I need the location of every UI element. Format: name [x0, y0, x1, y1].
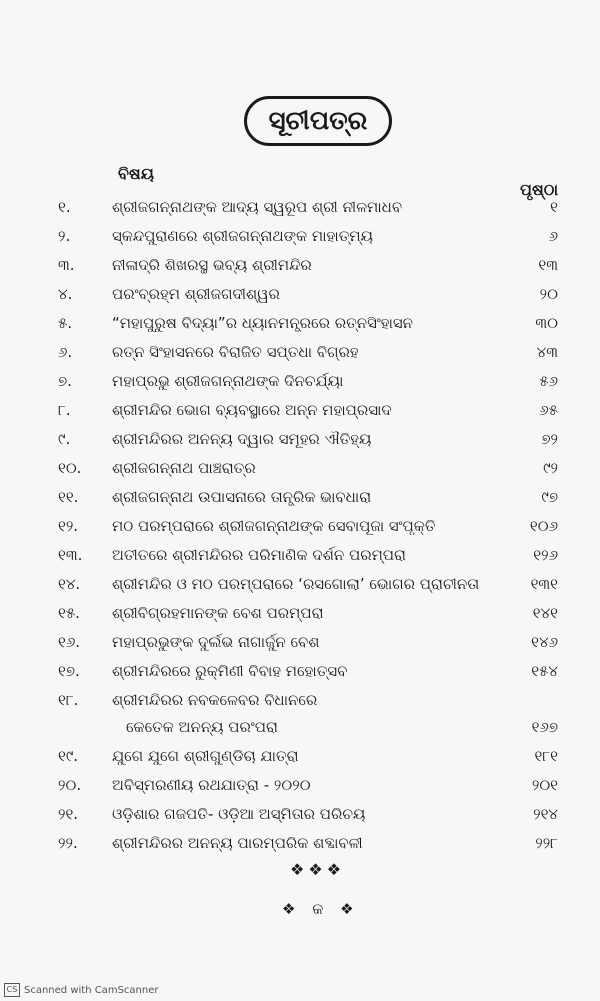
toc-row [0, 718, 600, 744]
page-column-header: ପୃଷ୍ଠା [520, 180, 559, 199]
toc-row [0, 459, 600, 485]
toc-page: ୯୨ [543, 459, 558, 477]
toc-number: ୧୮. [58, 691, 79, 709]
toc-number: ୧୯. [58, 747, 79, 765]
toc-row [0, 747, 600, 773]
toc-row [0, 430, 600, 456]
toc-number: ୧୦. [58, 459, 82, 477]
toc-number: ୬. [58, 343, 73, 361]
toc-number: ୩. [58, 256, 75, 274]
toc-page: ୧୩୧ [530, 575, 558, 593]
toc-page: ୧୨୬ [533, 546, 558, 564]
toc-row [0, 604, 600, 630]
toc-number: ୧୫. [58, 604, 80, 622]
toc-title: କେତେକ ଅନନ୍ୟ ପରଂପରା [126, 718, 278, 736]
toc-page: ୯୭ [541, 488, 558, 506]
toc-number: ୧୭. [58, 662, 80, 680]
toc-title: ଶ୍ରୀମନ୍ଦିରର ନବକଳେବର ବିଧାନରେ [112, 691, 318, 709]
toc-page: ୩୦ [535, 314, 558, 332]
toc-title: ଶ୍ରୀଜଗନ୍ନାଥଙ୍କ ଆଦ୍ୟ ସ୍ୱରୂପ ଶ୍ରୀ ନୀଳମାଧବ [112, 198, 403, 216]
toc-title: ଶ୍ରୀଜଗନ୍ନାଥ ଉପାସନାରେ ତାନ୍ତ୍ରିକ ଭାବଧାରା [112, 488, 372, 506]
toc-title: ଶ୍ରୀବିଗ୍ରହମାନଙ୍କ ବେଶ ପରମ୍ପରା [112, 604, 324, 622]
watermark-text: Scanned with CamScanner [24, 984, 159, 996]
toc-page: ୨୧୪ [533, 805, 558, 823]
toc-row [0, 662, 600, 688]
toc-page: ୧୦୬ [529, 517, 558, 535]
toc-title: ସ୍କନ୍ଦପୁରାଣରେ ଶ୍ରୀଜଗନ୍ନାଥଙ୍କ ମାହାତ୍ମ୍ୟ [112, 227, 373, 245]
page-ornament: ❖ କ ❖ [282, 900, 360, 918]
toc-title: ଶ୍ରୀମନ୍ଦିରର ଅନନ୍ୟ ପାରମ୍ପରିକ ଶବ୍ଦାବଳୀ [112, 834, 363, 852]
toc-title: ଶ୍ରୀମନ୍ଦିରରେ ରୁକ୍ମିଣୀ ବିବାହ ମହୋତ୍ସବ [112, 662, 348, 680]
toc-page: ୬୫ [539, 401, 558, 419]
toc-row [0, 575, 600, 601]
toc-number: ୭. [58, 372, 72, 390]
toc-number: ୯. [58, 430, 71, 448]
toc-title: ଶ୍ରୀଜଗନ୍ନାଥ ପାଞ୍ଚରାତ୍ର [112, 459, 256, 477]
toc-row [0, 805, 600, 831]
toc-row [0, 343, 600, 369]
toc-title: ଶ୍ରୀମନ୍ଦିରର ଅନନ୍ୟ ଦ୍ୱାର ସମୂହର ଐତିହ୍ୟ [112, 430, 372, 448]
toc-title: ନୀଳାଦ୍ରି ଶିଖରସ୍ଥ ଭବ୍ୟ ଶ୍ରୀମନ୍ଦିର [112, 256, 312, 274]
toc-page: ୨୦୧ [531, 776, 558, 794]
toc-row [0, 401, 600, 427]
toc-title: ଶ୍ରୀମନ୍ଦିର ଓ ମଠ ପରମ୍ପରାରେ ‘ରସଗୋଲା’ ଭୋଗର ପ୍ରାଚୀନତା [112, 575, 480, 593]
toc-title: ମହାପ୍ରଭୁଙ୍କ ଦୁର୍ଲଭ ନାଗାର୍ଜୁନ ବେଶ [112, 633, 320, 651]
toc-number: ୨୨. [58, 834, 78, 852]
toc-number: ୪. [58, 285, 73, 303]
toc-row [0, 285, 600, 311]
toc-row [0, 372, 600, 398]
toc-row [0, 227, 600, 253]
toc-row [0, 776, 600, 802]
toc-row [0, 834, 600, 860]
toc-page: ୧୮୧ [534, 747, 558, 765]
toc-title: ଅତୀତରେ ଶ୍ରୀମନ୍ଦିରର ପରିମାଣିକ ଦର୍ଶନ ପରମ୍ପରା [112, 546, 406, 564]
scanner-watermark [0, 979, 600, 1001]
toc-row [0, 198, 600, 224]
toc-page: ୫୬ [539, 372, 558, 390]
toc-title: ମହାପ୍ରଭୁ ଶ୍ରୀଜଗନ୍ନାଥଙ୍କ ଦିନଚର୍ଯ୍ୟା [112, 372, 344, 390]
toc-title: “ମହାପୁରୁଷ ବିଦ୍ୟା”ର ଧ୍ୟାନମନ୍ତ୍ରରେ ରତ୍ନସିଂହାସନ [112, 314, 414, 332]
toc-page: ୧ [550, 198, 558, 216]
toc-number: ୮. [58, 401, 71, 419]
toc-page: ୨୨୮ [535, 834, 558, 852]
toc-title: ମଠ ପରମ୍ପରାରେ ଶ୍ରୀଜଗନ୍ନାଥଙ୍କ ସେବାପୂଜା ସଂପୃକ୍ତି [112, 517, 436, 535]
toc-number: ୨୧. [58, 805, 79, 823]
toc-page: ୧୫୪ [531, 662, 558, 680]
ornament-divider: ❖❖❖ [290, 860, 346, 879]
toc-row [0, 517, 600, 543]
toc-row [0, 546, 600, 572]
toc-row [0, 633, 600, 659]
toc-page: ୪୩ [536, 343, 558, 361]
toc-row [0, 691, 600, 717]
toc-title: ଓଡ଼ିଶାର ଗଜପତି- ଓଡ଼ିଆ ଅସ୍ମିତାର ପରିଚୟ [112, 805, 366, 823]
toc-title: ଯୁଗେ ଯୁଗେ ଶ୍ରୀଗୁଣ୍ଡିଚା ଯାତ୍ରା [112, 747, 299, 765]
toc-number: ୧. [58, 198, 71, 216]
toc-page: ୬ [548, 227, 558, 245]
toc-row [0, 256, 600, 282]
toc-page: ୧୪୬ [531, 633, 558, 651]
subject-column-header: ବିଷୟ [118, 164, 154, 183]
toc-number: ୨୦. [58, 776, 82, 794]
toc-title: ଶ୍ରୀମନ୍ଦିର ଭୋଗ ବ୍ୟବସ୍ଥାରେ ଅନ୍ନ ମହାପ୍ରସାଦ [112, 401, 392, 419]
toc-number: ୧୩. [58, 546, 83, 564]
page-title: ସୂଚୀପତ୍ର [244, 96, 392, 146]
toc-number: ୧୧. [58, 488, 79, 506]
toc-page: ୧୩ [538, 256, 558, 274]
toc-page: ୧୪୧ [532, 604, 558, 622]
camscanner-icon: CS [4, 983, 20, 997]
toc-number: ୧୨. [58, 517, 79, 535]
toc-number: ୧୪. [58, 575, 81, 593]
toc-page: ୧୬୭ [531, 718, 558, 736]
toc-title: ପରଂବ୍ରହ୍ମ ଶ୍ରୀଜଗଦୀଶ୍ୱର [112, 285, 280, 303]
toc-number: ୧୬. [58, 633, 81, 651]
toc-title: ରତ୍ନ ସିଂହାସନରେ ବିରାଜିତ ସପ୍ତଧା ବିଗ୍ରହ [112, 343, 359, 361]
toc-page: ୭୨ [541, 430, 558, 448]
toc-number: ୫. [58, 314, 73, 332]
toc-number: ୨. [58, 227, 71, 245]
toc-row [0, 314, 600, 340]
toc-title: ଅବିସ୍ମରଣୀୟ ରଥଯାତ୍ରା - ୨୦୨୦ [112, 776, 311, 794]
toc-page: ୨୦ [539, 285, 558, 303]
toc-row [0, 488, 600, 514]
